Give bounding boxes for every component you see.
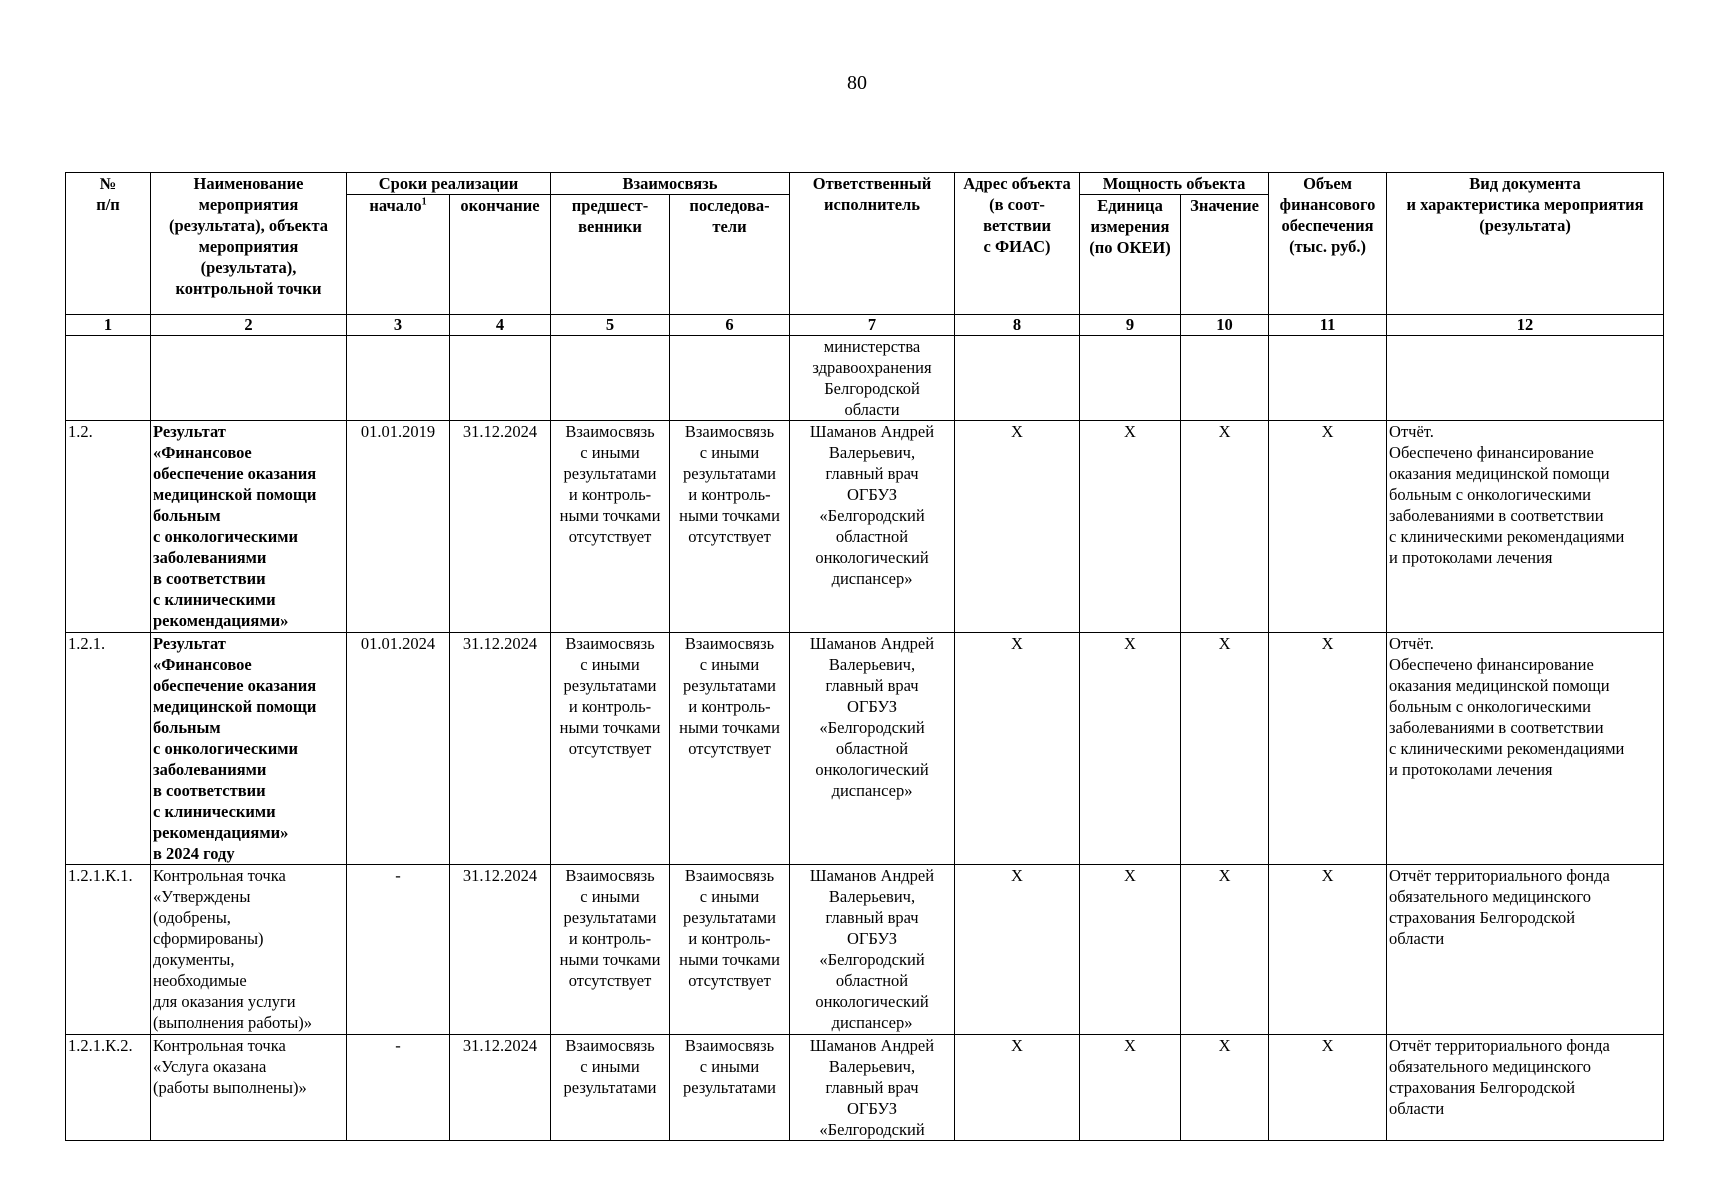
row-successors: Взаимосвязь с иными результатами <box>670 1035 790 1141</box>
row-start <box>347 336 450 421</box>
row-number: 1.2.1. <box>66 633 151 865</box>
row-successors: Взаимосвязь с иными результатами и контроль- ными точками отсутствует <box>670 633 790 865</box>
row-successors: Взаимосвязь с иными результатами и контроль- ными точками отсутствует <box>670 421 790 633</box>
header-successors: последова- тели <box>670 195 790 315</box>
row-value: X <box>1181 633 1269 865</box>
header-address: Адрес объекта (в соот- ветствии с ФИАС) <box>955 173 1080 315</box>
row-end: 31.12.2024 <box>450 633 551 865</box>
row-end: 31.12.2024 <box>450 1035 551 1141</box>
column-number: 8 <box>955 315 1080 336</box>
row-name: Результат «Финансовое обеспечение оказания медицинской помощи больным с онкологическими заболеваниями в соответствии с клиническими рекомендациями» в 2024 году <box>151 633 347 865</box>
header-start-footnote: 1 <box>421 196 427 208</box>
header-terms: Сроки реализации <box>347 173 551 195</box>
header-financing: Объем финансового обеспечения (тыс. руб.) <box>1269 173 1387 315</box>
row-financing: X <box>1269 633 1387 865</box>
column-number: 10 <box>1181 315 1269 336</box>
header-doc-type: Вид документа и характеристика мероприятия (результата) <box>1387 173 1664 315</box>
row-start: 01.01.2024 <box>347 633 450 865</box>
row-number: 1.2. <box>66 421 151 633</box>
header-capacity: Мощность объекта <box>1080 173 1269 195</box>
row-doc: Отчёт территориального фонда обязательного медицинского страхования Белгородской области <box>1387 1035 1664 1141</box>
row-financing: X <box>1269 1035 1387 1141</box>
row-number: 1.2.1.К.2. <box>66 1035 151 1141</box>
column-number: 1 <box>66 315 151 336</box>
table-row <box>66 633 1664 865</box>
row-doc: Отчёт. Обеспечено финансирование оказания медицинской помощи больным с онкологическими заболеваниями в соответствии с клиническими рекомендациями и протоколами лечения <box>1387 633 1664 865</box>
header-relation: Взаимосвязь <box>551 173 790 195</box>
row-predecessors: Взаимосвязь с иными результатами <box>551 1035 670 1141</box>
row-unit <box>1080 336 1181 421</box>
row-unit: X <box>1080 1035 1181 1141</box>
row-address: X <box>955 865 1080 1035</box>
activity-table <box>65 172 1664 1141</box>
header-responsible: Ответственный исполнитель <box>790 173 955 315</box>
row-name: Результат «Финансовое обеспечение оказания медицинской помощи больным с онкологическими заболеваниями в соответствии с клиническими рекомендациями» <box>151 421 347 633</box>
page-number: 80 <box>847 72 867 94</box>
row-number: 1.2.1.К.1. <box>66 865 151 1035</box>
header-start <box>347 195 450 315</box>
row-responsible: министерства здравоохранения Белгородской области <box>790 336 955 421</box>
column-number: 6 <box>670 315 790 336</box>
header-name: Наименование мероприятия (результата), объекта мероприятия (результата), контрольной точки <box>151 173 347 315</box>
table-row <box>66 421 1664 633</box>
header-start-label: начало <box>369 196 422 215</box>
row-address <box>955 336 1080 421</box>
row-start: - <box>347 865 450 1035</box>
row-doc: Отчёт территориального фонда обязательного медицинского страхования Белгородской области <box>1387 865 1664 1035</box>
column-number: 3 <box>347 315 450 336</box>
column-number-row <box>66 315 1664 336</box>
row-address: X <box>955 1035 1080 1141</box>
row-unit: X <box>1080 421 1181 633</box>
table-row <box>66 1035 1664 1141</box>
row-number <box>66 336 151 421</box>
row-value <box>1181 336 1269 421</box>
column-number: 12 <box>1387 315 1664 336</box>
row-successors: Взаимосвязь с иными результатами и контроль- ными точками отсутствует <box>670 865 790 1035</box>
column-number: 5 <box>551 315 670 336</box>
row-doc <box>1387 336 1664 421</box>
row-predecessors <box>551 336 670 421</box>
row-financing: X <box>1269 865 1387 1035</box>
row-start: 01.01.2019 <box>347 421 450 633</box>
table-row <box>66 336 1664 421</box>
row-responsible: Шаманов Андрей Валерьевич, главный врач ОГБУЗ «Белгородский областной онкологический диспансер» <box>790 421 955 633</box>
header-no: № п/п <box>66 173 151 315</box>
row-responsible: Шаманов Андрей Валерьевич, главный врач ОГБУЗ «Белгородский <box>790 1035 955 1141</box>
row-end: 31.12.2024 <box>450 865 551 1035</box>
header-value: Значение <box>1181 195 1269 315</box>
row-end: 31.12.2024 <box>450 421 551 633</box>
row-name: Контрольная точка «Утверждены (одобрены, сформированы) документы, необходимые для оказания услуги (выполнения работы)» <box>151 865 347 1035</box>
row-unit: X <box>1080 865 1181 1035</box>
row-successors <box>670 336 790 421</box>
row-financing <box>1269 336 1387 421</box>
row-address: X <box>955 633 1080 865</box>
row-value: X <box>1181 865 1269 1035</box>
column-number: 7 <box>790 315 955 336</box>
row-unit: X <box>1080 633 1181 865</box>
column-number: 11 <box>1269 315 1387 336</box>
row-value: X <box>1181 1035 1269 1141</box>
header-unit: Единица измерения (по ОКЕИ) <box>1080 195 1181 315</box>
row-end <box>450 336 551 421</box>
row-name: Контрольная точка «Услуга оказана (работы выполнены)» <box>151 1035 347 1141</box>
row-financing: X <box>1269 421 1387 633</box>
table-row <box>66 865 1664 1035</box>
row-responsible: Шаманов Андрей Валерьевич, главный врач ОГБУЗ «Белгородский областной онкологический диспансер» <box>790 865 955 1035</box>
header-end: окончание <box>450 195 551 315</box>
row-doc: Отчёт. Обеспечено финансирование оказания медицинской помощи больным с онкологическими заболеваниями в соответствии с клиническими рекомендациями и протоколами лечения <box>1387 421 1664 633</box>
row-value: X <box>1181 421 1269 633</box>
row-predecessors: Взаимосвязь с иными результатами и контроль- ными точками отсутствует <box>551 633 670 865</box>
column-number: 9 <box>1080 315 1181 336</box>
row-predecessors: Взаимосвязь с иными результатами и контроль- ными точками отсутствует <box>551 865 670 1035</box>
column-number: 2 <box>151 315 347 336</box>
row-address: X <box>955 421 1080 633</box>
row-predecessors: Взаимосвязь с иными результатами и контроль- ными точками отсутствует <box>551 421 670 633</box>
row-name <box>151 336 347 421</box>
column-number: 4 <box>450 315 551 336</box>
row-responsible: Шаманов Андрей Валерьевич, главный врач ОГБУЗ «Белгородский областной онкологический диспансер» <box>790 633 955 865</box>
row-start: - <box>347 1035 450 1141</box>
header-predecessors: предшест- венники <box>551 195 670 315</box>
